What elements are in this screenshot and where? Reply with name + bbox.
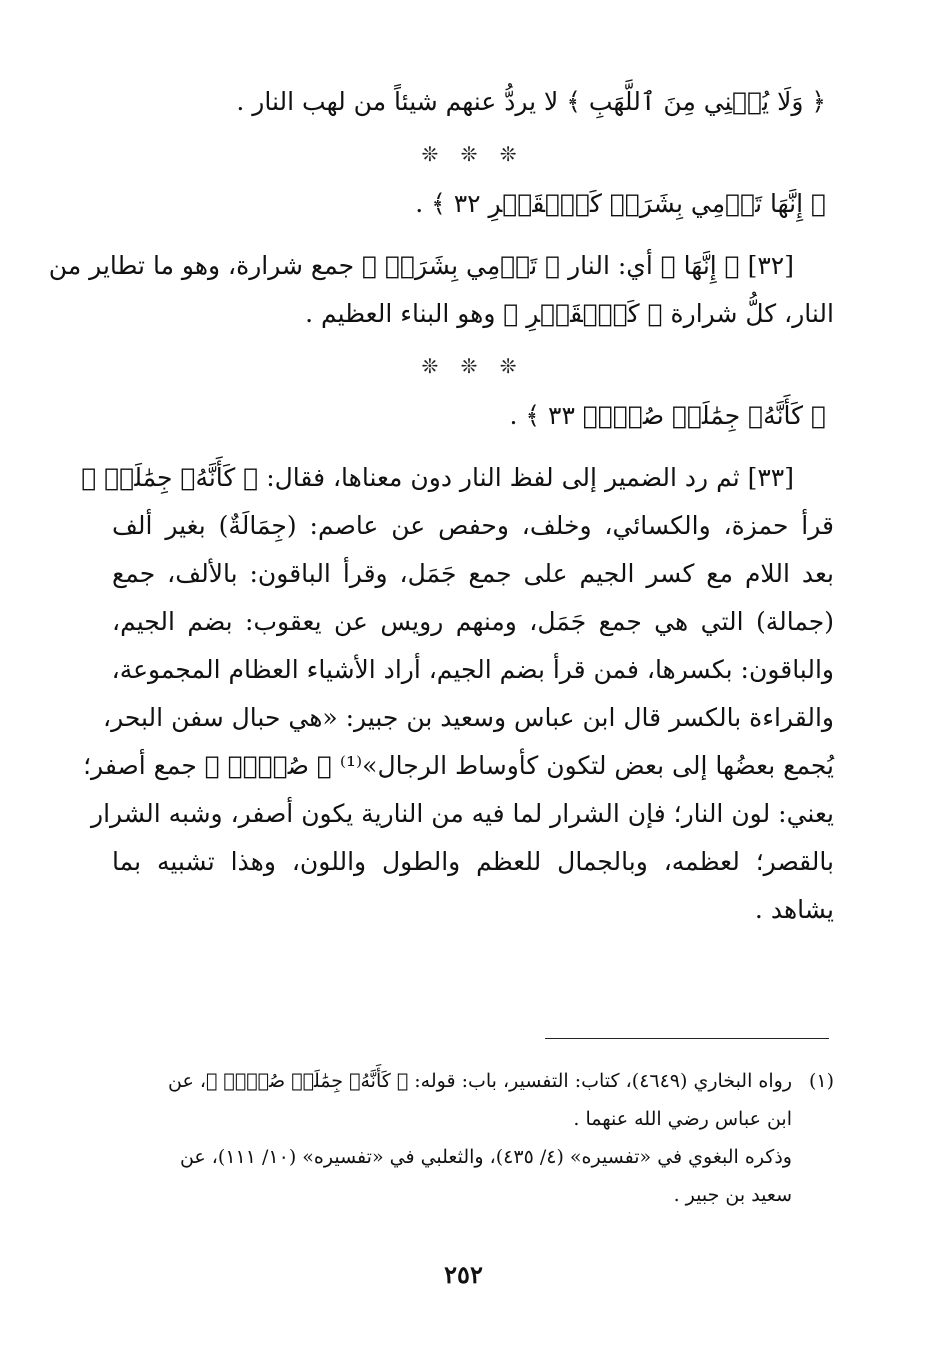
page-body bbox=[48, 78, 834, 934]
commentary-32 bbox=[48, 242, 834, 338]
commentary-line: قرأ حمزة، والكسائي، وخلف، وحفص عن عاصم: (جِمَالَةٌ) بغير ألف bbox=[112, 511, 834, 540]
commentary-line: النار، كلُّ شرارة ﴿ كَٱلۡقَصۡرِ ﴾ وهو البناء العظيم . bbox=[305, 299, 834, 328]
commentary-33 bbox=[81, 454, 834, 934]
footnote-divider bbox=[545, 1038, 829, 1039]
text-line-ayah-31: ﴿ وَلَا يُغۡنِي مِنَ ٱللَّهَبِ ﴾ لا يردُّ عنهم شيئاً من لهب النار . bbox=[236, 87, 826, 116]
commentary-line: والقراءة بالكسر قال ابن عباس وسعيد بن جبير: «هي حبال سفن البحر، bbox=[103, 703, 834, 732]
quran-verse-33: ﴿ كَأَنَّهُۥ جِمَٰلَتٞ صُفۡرٞ ٣٣ ﴾ . bbox=[509, 401, 826, 430]
section-separator: ❊ ❊ ❊ bbox=[421, 142, 525, 166]
commentary-line: [٣٢] ﴿ إِنَّهَا ﴾ أي: النار ﴿ تَرۡمِي بِشَرَرٖ ﴾ جمع شرارة، وهو ما تطاير من bbox=[48, 251, 794, 280]
footnote-1 bbox=[112, 1062, 834, 1214]
commentary-line: يشاهد . bbox=[754, 895, 834, 924]
section-separator: ❊ ❊ ❊ bbox=[421, 354, 525, 378]
footnote-text: ابن عباس رضي الله عنهما . bbox=[573, 1108, 792, 1130]
commentary-line: يعني: لون النار؛ فإن الشرار لما فيه من النارية يكون أصفر، وشبه الشرار bbox=[91, 799, 834, 828]
commentary-line: يُجمع بعضُها إلى بعض لتكون كأوساط الرجال»⁽¹⁾ ﴿ صُفۡرٞ ﴾ جمع أصفر؛ bbox=[83, 751, 834, 780]
commentary-line: والباقون: بكسرها، فمن قرأ بضم الجيم، أراد الأشياء العظام المجموعة، bbox=[111, 655, 834, 684]
footnote-number: (١) bbox=[808, 1070, 834, 1092]
footnotes bbox=[112, 1062, 834, 1214]
commentary-line: [٣٣] ثم رد الضمير إلى لفظ النار دون معناها، فقال: ﴿ كَأَنَّهُۥ جِمَٰلَتٞ ﴾ bbox=[81, 463, 794, 492]
commentary-line: بعد اللام مع كسر الجيم على جمع جَمَل، وقرأ الباقون: بالألف، جمع bbox=[112, 559, 834, 588]
footnote-text: سعيد بن جبير . bbox=[673, 1184, 792, 1206]
commentary-line: بالقصر؛ لعظمه، وبالجمال للعظم والطول واللون، وهذا تشبيه بما bbox=[112, 847, 834, 876]
page-number: ٢٥٢ bbox=[444, 1260, 483, 1289]
footnote-text: وذكره البغوي في «تفسيره» (٤/ ٤٣٥)، والثعلبي في «تفسيره» (١٠/ ١١١)، عن bbox=[179, 1146, 792, 1168]
commentary-line: (جمالة) التي هي جمع جَمَل، ومنهم رويس عن يعقوب: بضم الجيم، bbox=[112, 607, 834, 636]
footnote-text: رواه البخاري (٤٦٤٩)، كتاب: التفسير، باب: قوله: ﴿ كَأَنَّهُۥ جِمَٰلَتٞ صُفۡرٞ ﴾، عن bbox=[168, 1070, 792, 1092]
quran-verse-32: ﴿ إِنَّهَا تَرۡمِي بِشَرَرٖ كَٱلۡقَصۡرِ ٣٢ ﴾ . bbox=[415, 189, 826, 218]
